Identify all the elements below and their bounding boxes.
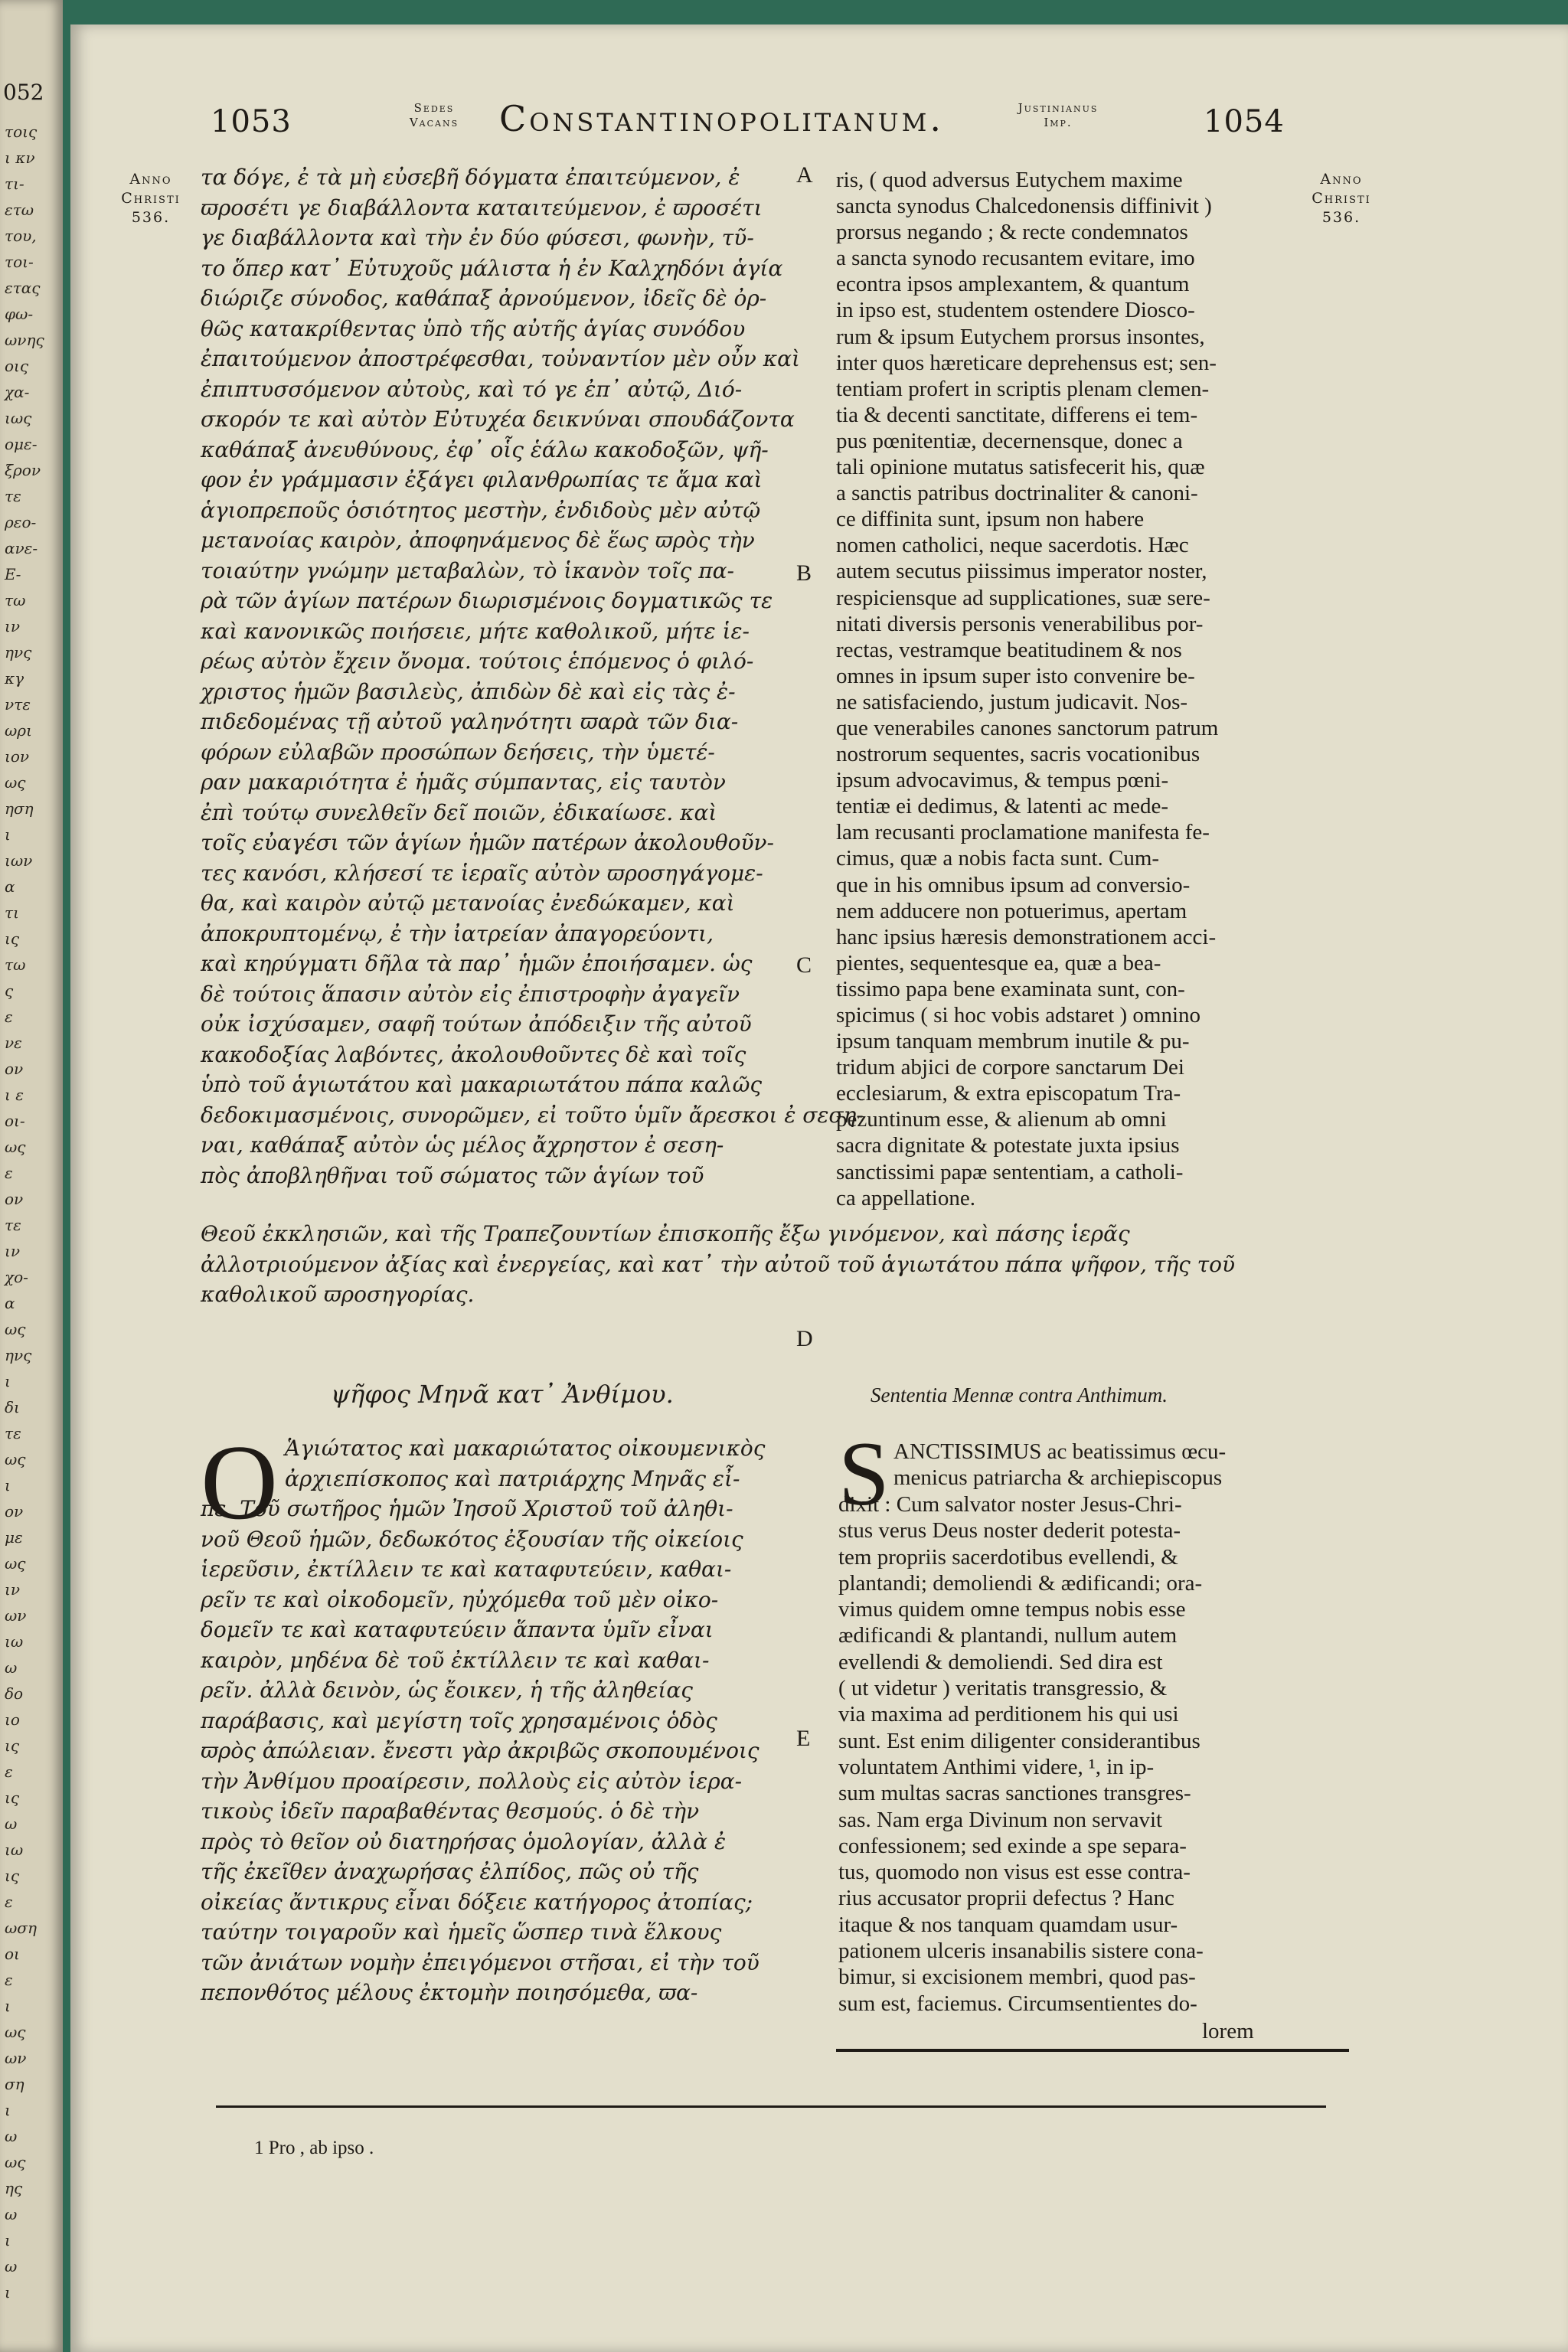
latin-bottom-line: pationem ulceris insanabilis sistere cona- <box>838 1939 1204 1964</box>
greek-line: ναι, καθάπαξ αὐτὸν ὡς μέλος ἄχρηστον ἐ σεση- <box>201 1132 724 1158</box>
previous-page-fragment: ω <box>5 2257 18 2275</box>
previous-page-fragment: ε <box>5 1893 13 1911</box>
latin-bottom-line: sum multas sacras sanctiones transgres- <box>838 1781 1191 1806</box>
latin-line: tentiam profert in scriptis plenam clemen- <box>836 376 1210 401</box>
greek-line: ὑπὸ τοῦ ἁγιωτάτου καὶ μακαριωτάτου πάπα καλῶς <box>201 1072 763 1097</box>
previous-page-fragment: ι <box>5 2231 11 2249</box>
latin-line: autem secutus piissimus imperator noster, <box>836 559 1207 584</box>
previous-page-fragment: τω <box>5 591 26 609</box>
page-title: Constantinopolitanum. <box>499 98 944 139</box>
greek-bottom-line: τικοὺς ἰδεῖν παραβαθέντας θεσμούς. ὁ δὲ τὴν <box>201 1798 700 1824</box>
previous-page-fragment: ις <box>5 929 20 948</box>
section-marker-b: B <box>796 560 812 586</box>
latin-line: omnes in ipsum super isto convenire be- <box>836 663 1195 688</box>
latin-line: tridum abjici de corpore sanctarum Dei <box>836 1055 1184 1080</box>
greek-line: καθάπαξ ἀνευθύνους, ἐφ᾽ οἷς ἑάλω κακοδοξῶν, ψῆ- <box>201 436 769 462</box>
previous-page-fragment: ιω <box>5 1632 24 1651</box>
greek-line: φόρων εὐλαβῶν προσώπων δεήσεις, τὴν ὑμετέ- <box>201 739 715 765</box>
previous-page-fragment: τε <box>5 487 21 505</box>
greek-line: το ὅπερ κατ᾽ Εὐτυχοῦς μάλιστα ἡ ἐν Καλχηδόνι ἁγία <box>201 255 783 281</box>
latin-bottom-column <box>838 1491 1344 2017</box>
greek-bottom-line: ρεῖν. ἀλλὰ δεινὸν, ὡς ἔοικεν, ἡ τῆς ἀληθείας <box>201 1677 693 1703</box>
greek-wide-line: καθολικοῦ ϖροσηγορίας. <box>201 1282 475 1307</box>
latin-line: respiciensque ad supplicationes, suæ sere- <box>836 585 1210 610</box>
margin-left-line: 536. <box>131 209 171 226</box>
previous-page-fragment: ωρι <box>5 721 32 740</box>
greek-line: ραν μακαριότητα ἐ ἡμᾶς σύμπαντας, εἰς ταυτὸν <box>201 769 726 795</box>
previous-page-fragment: τοι- <box>5 253 34 271</box>
margin-right-line: Anno <box>1320 171 1363 188</box>
previous-page-fragment: δι <box>5 1398 20 1416</box>
greek-line: ρὰ τῶν ἁγίων πατέρων διωρισμένοις δογματικῶς τε <box>201 588 773 613</box>
greek-line: καὶ κανονικῶς ποιήσειε, μήτε καθολικοῦ, μήτε ἱε- <box>201 618 750 644</box>
latin-line: a sanctis patribus doctrinaliter & canoni- <box>836 481 1198 506</box>
previous-page-fragment: ω <box>5 1815 18 1833</box>
latin-bottom-line: ædificandi & plantandi, nullum autem <box>838 1623 1178 1648</box>
previous-page-fragment: ωση <box>5 1919 37 1937</box>
previous-page-fragment: ση <box>5 2075 24 2093</box>
previous-page-fragment: ηνς <box>5 1346 32 1364</box>
latin-line: ipsum tanquam membrum inutile & pu- <box>836 1029 1190 1054</box>
latin-line: rectas, vestramque beatitudinem & nos <box>836 637 1182 662</box>
margin-left-line: Christi <box>121 190 181 207</box>
greek-line: χριστος ἡμῶν βασιλεὺς, ἀπιδὼν δὲ καὶ εἰς τὰς ἐ- <box>201 678 736 704</box>
greek-line: διώριζε σύνοδος, καθάπαξ ἀρνούμενον, ἰδεῖς δὲ ὀρ- <box>201 286 767 311</box>
previous-page-fragment: ως <box>5 1554 26 1573</box>
previous-page-fragment: ως <box>5 773 26 792</box>
latin-line: in ipso est, studentem ostendere Diosco- <box>836 298 1195 323</box>
greek-line: ἁγιοπρεποῦς ὁσιότητος μεστὴν, ἐνδιδοὺς μὲν αὐτῷ <box>201 497 761 523</box>
previous-page-fragment: τω <box>5 956 26 974</box>
previous-page-number: 052 <box>3 80 44 105</box>
previous-page-fragment: τε <box>5 1424 21 1442</box>
previous-page-fragment: ε <box>5 1971 13 1989</box>
previous-page-fragment: ι <box>5 1372 11 1390</box>
latin-line: tali opinione mutatus satisfecerit his, quæ <box>836 455 1205 480</box>
latin-line: inter quos hæreticare deprehensus est; sen- <box>836 350 1217 375</box>
greek-dropcap: O <box>201 1423 279 1542</box>
previous-page-fragment: ως <box>5 1320 26 1338</box>
greek-line: τοιαύτην γνώμην μεταβαλὼν, τὸ ἱκανὸν τοῖς πα- <box>201 557 735 583</box>
latin-line: nomen catholici, neque sacerdotis. Hæc <box>836 533 1189 558</box>
previous-page-fragment: ε <box>5 1762 13 1781</box>
latin-line: pus pœnitentiæ, decernensque, donec a <box>836 428 1183 453</box>
previous-page-fragment: ων <box>5 2049 27 2067</box>
latin-column <box>836 167 1334 1211</box>
section-marker-c: C <box>796 952 812 978</box>
latin-line: nitati diversis personis venerabilibus por- <box>836 611 1204 636</box>
previous-page-fragment: ως <box>5 2023 26 2041</box>
latin-bottom-line: voluntatem Anthimi videre, ¹, in ip- <box>838 1754 1155 1779</box>
greek-line: σκορόν τε καὶ αὐτὸν Εὐτυχέα δεικνύναι σπουδάζοντα <box>201 407 795 432</box>
previous-page-edge <box>0 0 63 2352</box>
latin-line: pientes, sequentesque ea, quæ a bea- <box>836 950 1161 975</box>
previous-page-fragment: ω <box>5 2205 18 2223</box>
greek-line: τες κανόσι, κλήσεσί τε ἱεραῖς αὐτὸν ϖροσηγάγομε- <box>201 860 763 886</box>
footnote-rule <box>216 2105 1326 2108</box>
greek-bottom-line: ἱερεῦσιν, ἐκτίλλειν τε καὶ καταφυτεύειν, καθαι- <box>201 1557 732 1582</box>
previous-page-fragment: ανε- <box>5 539 38 557</box>
greek-line: πιδεδομένας τῇ αὐτοῦ γαληνότητι ϖαρὰ τῶν δια- <box>201 709 739 734</box>
greek-bottom-line: πεπονθότος μέλους ἐκτομὴν ποιησόμεθα, ϖα- <box>201 1980 698 2005</box>
margin-right-line: 536. <box>1321 209 1361 226</box>
previous-page-fragment: α <box>5 877 15 896</box>
section-marker-e: E <box>796 1726 811 1751</box>
previous-page-fragment: ις <box>5 1867 20 1885</box>
greek-bottom-line: δομεῖν τε καὶ καταφυτεύειν ἅπαντα ὑμῖν εἶναι <box>201 1617 714 1642</box>
greek-line: καὶ κηρύγματι δῆλα τὰ παρ᾽ ἡμῶν ἐποιήσαμεν. ὡς <box>201 951 753 976</box>
greek-bottom-line: ἀρχιεπίσκοπος καὶ πατριάρχης Μηνᾶς εἶ- <box>285 1465 740 1491</box>
latin-bottom-line: sum est, faciemus. Circumsentientes do- <box>838 1991 1197 2016</box>
latin-line: ce diffinita sunt, ipsum non habere <box>836 507 1145 532</box>
previous-page-fragment: οι <box>5 1945 20 1963</box>
greek-line: πὸς ἀποβληθῆναι τοῦ σώματος τῶν ἁγίων τοῦ <box>201 1162 704 1188</box>
greek-line: τοῖς εὐαγέσι τῶν ἁγίων ἡμῶν πατέρων ἀκολουθοῦν- <box>201 830 774 855</box>
previous-page-fragment: ι ε <box>5 1086 24 1104</box>
previous-page-fragment: ης <box>5 2179 23 2197</box>
previous-page-fragment: α <box>5 1294 15 1312</box>
greek-bottom-line: ϖρὸς ἀπώλειαν. ἔνεστι γὰρ ἀκριβῶς σκοπουμένοις <box>201 1738 760 1763</box>
previous-page-fragment: χο- <box>5 1268 28 1286</box>
greek-line: θα, καὶ καιρὸν αὐτῷ μετανοίας ἐνεδώκαμεν, καὶ <box>201 890 735 916</box>
greek-bottom-line: τῆς ἐκεῖθεν ἀναχωρήσας ἐλπίδος, πῶς οὐ τῆς <box>201 1859 699 1884</box>
latin-bottom-line: sunt. Est enim diligenter considerantibus <box>838 1728 1200 1753</box>
previous-page-fragment: ντε <box>5 695 31 714</box>
latin-bottom-line: ( ut videtur ) veritatis transgressio, & <box>838 1676 1168 1701</box>
greek-line: ἀποκρυπτομένῳ, ἐ τὴν ἰατρείαν ἀπαγορεύοντι, <box>201 920 714 946</box>
greek-heading: ψῆφος Μηνᾶ κατ᾽ Ἀνθίμου. <box>331 1380 674 1409</box>
previous-page-fragment: ωνης <box>5 331 44 349</box>
latin-bottom-line: plantandi; demoliendi & ædificandi; ora- <box>838 1570 1203 1596</box>
latin-line: que in his omnibus ipsum ad conversio- <box>836 872 1191 897</box>
latin-bottom-line: evellendi & demoliendi. Sed dira est <box>838 1649 1163 1674</box>
previous-page-fragment: ι <box>5 2101 11 2119</box>
previous-page-fragment: ι κν <box>5 149 35 167</box>
greek-line: δὲ τούτοις ἅπασιν αὐτὸν εἰς ἐπιστροφὴν ἀγαγεῖν <box>201 981 740 1007</box>
greek-bottom-line: πρὸς τὸ θεῖον οὐ διατηρήσας ὁμολογίαν, ἀλλὰ ἐ <box>201 1828 727 1854</box>
latin-line: pezuntinum esse, & alienum ab omni <box>836 1107 1167 1132</box>
greek-line: ἐπιπτυσσόμενον αὐτοὺς, καὶ τό γε ἐπ᾽ αὐτῷ, Διό- <box>201 376 743 402</box>
previous-page-fragment: τι- <box>5 175 24 193</box>
justinianus-line-1: Justinianus <box>1018 101 1099 115</box>
sedes-line-1: Sedes <box>413 101 455 115</box>
sedes-line-2: Vacans <box>409 116 459 129</box>
previous-page-fragment: ε <box>5 1008 13 1026</box>
previous-page-fragment: ξρον <box>5 461 41 479</box>
greek-line: ἐπαιτούμενον ἀποστρέφεσθαι, τοὐναντίον μὲν οὖν καὶ <box>201 346 801 371</box>
previous-page-fragment: ετας <box>5 279 41 297</box>
latin-line: ecclesiarum, & extra episcopatum Tra- <box>836 1081 1181 1106</box>
greek-bottom-line: ρεῖν τε καὶ οἰκοδομεῖν, ηὐχόμεθα τοῦ μὲν οἰκο- <box>201 1586 719 1612</box>
greek-bottom-line: ταύτην τοιγαροῦν καὶ ἡμεῖς ὥσπερ τινὰ ἕλκους <box>201 1919 722 1945</box>
previous-page-fragment: ως <box>5 1450 26 1468</box>
latin-bottom-line: tem propriis sacerdotibus evellendi, & <box>838 1544 1178 1570</box>
greek-wide-line: Θεοῦ ἐκκλησιῶν, καὶ τῆς Τραπεζουντίων ἐπισκοπῆς ἔξω γινόμενον, καὶ πάσης ἱερᾶς <box>201 1221 1130 1246</box>
latin-line: ris, ( quod adversus Eutychem maxime <box>836 168 1183 192</box>
greek-bottom-line: τῶν ἀνιάτων νομὴν ἐπειγόμενοι στῆσαι, εἰ τὴν τοῦ <box>201 1949 760 1975</box>
previous-page-fragment: ε <box>5 1164 13 1182</box>
greek-bottom-line: παράβασις, καὶ μεγίστη τοῖς χρησαμένοις ὁδὸς <box>201 1707 717 1733</box>
previous-page-fragment: νε <box>5 1034 22 1052</box>
previous-page-fragment: κγ <box>5 669 24 688</box>
margin-right-line: Christi <box>1312 190 1371 207</box>
greek-bottom-line: οἰκείας ἄντικρυς εἶναι δόξειε κατήγορος ἀτοπίας; <box>201 1889 753 1915</box>
greek-line: ϖροσέτι γε διαβάλλοντα καταιτεύμενον, ἐ ϖροσέτι <box>201 194 763 220</box>
latin-bottom-line: tus, quomodo non visus est esse contra- <box>838 1860 1191 1885</box>
previous-page-fragment: τε <box>5 1216 21 1234</box>
previous-page-fragment: ι <box>5 1997 11 2015</box>
latin-line: tia & decenti sanctitate, differens ei tem- <box>836 402 1198 427</box>
latin-line: sancta synodus Chalcedonensis diffinivit ) <box>836 194 1212 219</box>
greek-bottom-line: καιρὸν, μηδένα δὲ τοῦ ἐκτίλλειν τε καὶ καθαι- <box>201 1647 710 1673</box>
greek-line: ρέως αὐτὸν ἔχειν ὄνομα. τούτοις ἑπόμενος ὁ φιλό- <box>201 648 754 674</box>
previous-page-fragment: τι <box>5 903 19 922</box>
previous-page-fragment: ιως <box>5 409 32 427</box>
greek-line: οὐκ ἰσχύσαμεν, σαφῆ τούτων ἀπόδειξιν τῆς αὐτοῦ <box>201 1011 752 1037</box>
greek-bottom-line: Ἁγιώτατος καὶ μακαριώτατος οἰκουμενικὸς <box>285 1436 766 1461</box>
previous-page-fragment: ιον <box>5 747 30 766</box>
latin-heading: Sententia Mennæ contra Anthimum. <box>871 1383 1168 1406</box>
latin-line: rum & ipsum Eutychem prorsus insontes, <box>836 324 1205 349</box>
previous-page-fragment: ω <box>5 2127 18 2145</box>
section-marker-d: D <box>796 1326 813 1351</box>
latin-bottom-line: confessionem; sed exinde a spe separa- <box>838 1833 1187 1858</box>
latin-line: nem adducere non potuerimus, apertam <box>836 898 1187 923</box>
latin-dropcap: S <box>838 1423 890 1524</box>
latin-bottom-line: vimus quidem omne tempus nobis esse <box>838 1597 1186 1622</box>
previous-page-fragment: ς <box>5 982 14 1000</box>
latin-line: econtra ipsos amplexantem, & quantum <box>836 272 1190 297</box>
previous-page-fragment: ων <box>5 1606 27 1625</box>
greek-bottom-line: πε. Τοῦ σωτῆρος ἡμῶν Ἰησοῦ Χριστοῦ τοῦ ἀληθι- <box>201 1496 733 1521</box>
latin-line: que venerabiles canones sanctorum patrum <box>836 715 1219 740</box>
latin-bottom-first-lines <box>893 1439 1226 1491</box>
greek-bottom-column <box>201 1423 805 2008</box>
page-number-left: 1053 <box>211 104 292 139</box>
latin-bottom-line: sas. Nam erga Divinum non servavit <box>838 1807 1163 1832</box>
previous-page-fragment: ιων <box>5 851 33 870</box>
previous-page-fragment: ως <box>5 1138 26 1156</box>
previous-page-fragment: ι <box>5 825 11 844</box>
previous-page-fragment: ομε- <box>5 435 38 453</box>
previous-page-fragment: ιο <box>5 1710 20 1729</box>
latin-bottom-line: itaque & nos tanquam quamdam usur- <box>838 1912 1178 1937</box>
previous-page-fragment: ιν <box>5 1580 20 1599</box>
previous-page-fragment: ω <box>5 1658 18 1677</box>
previous-page-fragment: δο <box>5 1684 24 1703</box>
previous-page-fragment: ον <box>5 1060 24 1078</box>
previous-page-fragment: ρεο- <box>5 513 37 531</box>
previous-page-fragment: χα- <box>5 383 30 401</box>
previous-page-fragment: ετω <box>5 201 34 219</box>
latin-bottom-line-1: ANCTISSIMUS ac beatissimus œcu- <box>893 1439 1227 1464</box>
previous-page-fragment: ιω <box>5 1841 24 1859</box>
latin-line: cimus, quæ a nobis facta sunt. Cum- <box>836 846 1160 871</box>
latin-line: spicimus ( si hoc vobis adstaret ) omnino <box>836 1003 1201 1027</box>
running-head-sedes <box>392 101 476 130</box>
previous-page-fragment: ον <box>5 1190 24 1208</box>
previous-page-fragment: ις <box>5 1788 20 1807</box>
previous-page-fragment: ι <box>5 2283 11 2301</box>
previous-page-fragment: ως <box>5 2153 26 2171</box>
previous-page-fragment: ιν <box>5 617 20 635</box>
section-marker-a: A <box>796 162 813 188</box>
previous-page-fragment: φω- <box>5 305 34 323</box>
latin-catchword: lorem <box>1202 2019 1254 2043</box>
latin-bottom-line-2: menicus patriarcha & archiepiscopus <box>893 1465 1223 1491</box>
latin-line: tentiæ ei dedimus, & latenti ac mede- <box>836 794 1169 819</box>
latin-line: tissimo papa bene examinata sunt, con- <box>836 976 1185 1001</box>
greek-wide-line: ἀλλοτριούμενον ἀξίας καὶ ἐνεργείας, καὶ κατ᾽ τὴν αὐτοῦ τοῦ ἁγιωτάτου πάπα ψῆφον, τῆς τοῦ <box>201 1251 1236 1277</box>
latin-line: prorsus negando ; & recte condemnatos <box>836 220 1188 245</box>
latin-bottom-line: rius accusator proprii defectus ? Hanc <box>838 1886 1174 1911</box>
footnote: 1 Pro , ab ipso . <box>254 2138 374 2158</box>
greek-line: κακοδοξίας λαβόντες, ἀκολουθοῦντες δὲ καὶ τοῖς <box>201 1041 746 1067</box>
latin-line: ne satisfaciendo, justum judicavit. Nos- <box>836 689 1188 714</box>
previous-page-fragment: Ε- <box>5 565 21 583</box>
latin-line: a sancta synodo recusantem evitare, imo <box>836 246 1195 271</box>
greek-bottom-line: τὴν Ἀνθίμου προαίρεσιν, πολλοὺς εἰς αὐτὸν ἱερα- <box>201 1768 743 1794</box>
greek-line: μετανοίας καιρὸν, ἀποφηνάμενος δὲ ἕως ϖρὸς τὴν <box>201 528 755 553</box>
previous-page-fragment: ον <box>5 1502 24 1521</box>
greek-line: δεδοκιμασμένοις, συνορῶμεν, εἰ τοῦτο ὑμῖν ἄρεσκοι ἐ σεση- <box>201 1102 864 1128</box>
page-number-right: 1054 <box>1204 104 1285 139</box>
latin-bottom-line: stus verus Deus noster dederit potesta- <box>838 1518 1181 1544</box>
latin-line: sacra dignitate & potestate juxta ipsius <box>836 1133 1180 1158</box>
latin-line: ipsum advocavimus, & tempus pœni- <box>836 768 1169 793</box>
previous-page-fragment: τοις <box>5 122 38 141</box>
justinianus-line-2: Imp. <box>1044 116 1073 129</box>
latin-line: hanc ipsius hæresis demonstrationem acci- <box>836 924 1217 949</box>
previous-page-fragment: οις <box>5 357 29 375</box>
greek-line: φον ἐν γράμμασιν ἐξάγει φιλανθρωπίας τε ἅμα καὶ <box>201 467 763 492</box>
latin-line: sanctissimi papæ sententiam, a catholi- <box>836 1159 1184 1184</box>
previous-page-fragment: ηση <box>5 799 34 818</box>
latin-bottom-line: dixit : Cum salvator noster Jesus-Chri- <box>838 1492 1182 1517</box>
latin-bottom-line: via maxima ad perditionem his qui usi <box>838 1702 1179 1727</box>
latin-line: nostrorum sequentes, sacris vocationibus <box>836 742 1200 767</box>
latin-bottom-line: bimur, si excisionem membri, quod pas- <box>838 1965 1196 1990</box>
book-page <box>70 24 1568 2352</box>
previous-page-fragment: με <box>5 1528 23 1547</box>
previous-page-fragment: του, <box>5 227 37 245</box>
column-end-rule <box>836 2049 1349 2052</box>
greek-line: τα δόγε, ἐ τὰ μὴ εὐσεβῆ δόγματα ἐπαιτεύμενον, ἐ <box>201 165 740 190</box>
previous-page-fragment: ηνς <box>5 643 32 662</box>
previous-page-fragment: οι- <box>5 1112 25 1130</box>
latin-line: ca appellatione. <box>836 1185 975 1210</box>
margin-note-left <box>109 170 193 227</box>
greek-wide-lines <box>201 1219 1349 1310</box>
previous-page-fragment: ι <box>5 1476 11 1494</box>
previous-page-fragment: ιν <box>5 1242 20 1260</box>
greek-column <box>201 162 864 1191</box>
greek-line: θῶς κατακρίθεντας ὑπὸ τῆς αὐτῆς ἁγίας συνόδου <box>201 315 746 341</box>
running-head-justinianus <box>997 101 1119 130</box>
greek-line: ἐπὶ τούτῳ συνελθεῖν δεῖ ποιῶν, ἐδικαίωσε. καὶ <box>201 799 717 825</box>
greek-bottom-line: νοῦ Θεοῦ ἡμῶν, δεδωκότος ἐξουσίαν τῆς οἰκείοις <box>201 1526 743 1552</box>
greek-line: γε διαβάλλοντα καὶ τὴν ἐν δύο φύσεσι, φωνὴν, τῦ- <box>201 225 754 250</box>
previous-page-fragment: ις <box>5 1736 20 1755</box>
latin-line: lam recusanti proclamatione manifesta fe- <box>836 820 1210 845</box>
margin-left-line: Anno <box>129 171 172 188</box>
